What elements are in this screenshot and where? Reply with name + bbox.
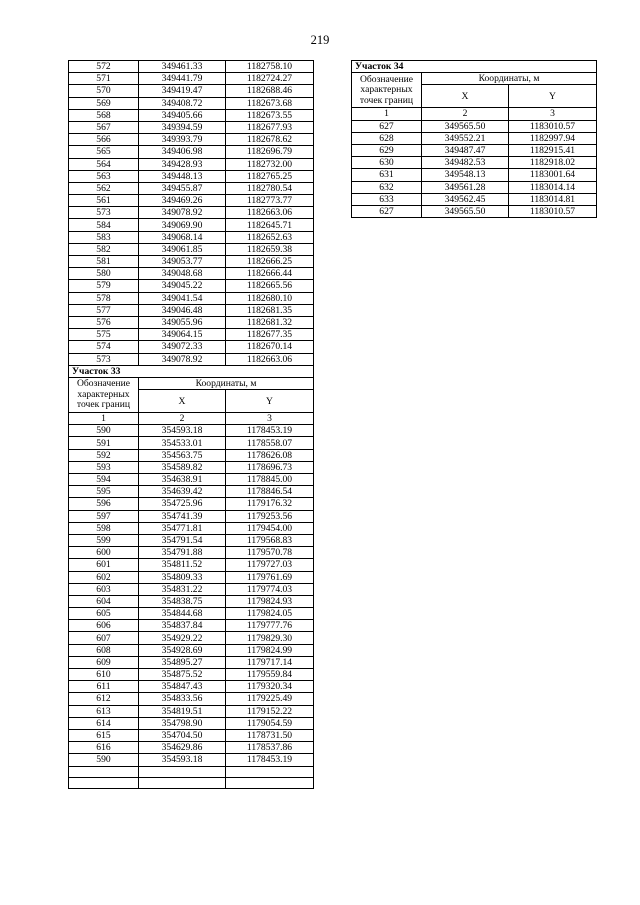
y-value: 1183010.57 bbox=[509, 205, 597, 217]
point-number: 591 bbox=[69, 437, 139, 449]
table-row bbox=[352, 144, 597, 156]
point-number: 570 bbox=[69, 85, 139, 97]
table-row bbox=[69, 717, 314, 729]
table-row bbox=[69, 219, 314, 231]
x-header: X bbox=[422, 85, 509, 108]
x-value: 349448.13 bbox=[139, 170, 226, 182]
section-title: Участок 34 bbox=[352, 61, 597, 73]
y-value: 1182663.06 bbox=[226, 353, 314, 365]
page-number: 219 bbox=[310, 33, 330, 47]
table-row bbox=[69, 534, 314, 546]
x-value: 354704.50 bbox=[139, 729, 226, 741]
point-number: 580 bbox=[69, 268, 139, 280]
y-value: 1178846.54 bbox=[226, 486, 314, 498]
table-row bbox=[69, 705, 314, 717]
point-number: 561 bbox=[69, 195, 139, 207]
table-row bbox=[69, 669, 314, 681]
table-row bbox=[69, 97, 314, 109]
table-row bbox=[69, 498, 314, 510]
x-value: 349408.72 bbox=[139, 97, 226, 109]
y-value: 1182688.46 bbox=[226, 85, 314, 97]
y-value: 1179054.59 bbox=[226, 717, 314, 729]
y-value: 1179568.83 bbox=[226, 534, 314, 546]
column-number-1: 1 bbox=[352, 108, 422, 120]
y-value: 1183014.81 bbox=[509, 193, 597, 205]
point-number: 632 bbox=[352, 181, 422, 193]
point-number: 583 bbox=[69, 231, 139, 243]
point-number: 566 bbox=[69, 134, 139, 146]
x-header: X bbox=[139, 390, 226, 413]
y-value: 1179824.99 bbox=[226, 644, 314, 656]
x-value: 349552.21 bbox=[422, 132, 509, 144]
table-row bbox=[69, 195, 314, 207]
x-value: 349068.14 bbox=[139, 231, 226, 243]
point-number: 602 bbox=[69, 571, 139, 583]
table-row bbox=[69, 231, 314, 243]
x-value: 354741.39 bbox=[139, 510, 226, 522]
y-value: 1178453.19 bbox=[226, 754, 314, 766]
point-number: 630 bbox=[352, 157, 422, 169]
point-number: 581 bbox=[69, 256, 139, 268]
table-row bbox=[69, 510, 314, 522]
point-number: 615 bbox=[69, 729, 139, 741]
empty-cell bbox=[139, 766, 226, 777]
y-value: 1179570.78 bbox=[226, 547, 314, 559]
y-value: 1182765.25 bbox=[226, 170, 314, 182]
y-value: 1179824.05 bbox=[226, 608, 314, 620]
table-row bbox=[69, 449, 314, 461]
y-value: 1182670.14 bbox=[226, 341, 314, 353]
point-number: 572 bbox=[69, 61, 139, 73]
y-value: 1178537.86 bbox=[226, 742, 314, 754]
x-value: 354811.52 bbox=[139, 559, 226, 571]
y-value: 1182677.93 bbox=[226, 121, 314, 133]
table-row bbox=[69, 134, 314, 146]
point-number: 582 bbox=[69, 243, 139, 255]
y-value: 1179761.69 bbox=[226, 571, 314, 583]
y-value: 1182997.94 bbox=[509, 132, 597, 144]
table-row bbox=[69, 754, 314, 766]
y-value: 1183010.57 bbox=[509, 120, 597, 132]
point-number: 594 bbox=[69, 474, 139, 486]
table-row bbox=[69, 595, 314, 607]
continued-rows bbox=[69, 61, 314, 366]
table-row bbox=[69, 608, 314, 620]
x-value: 349469.26 bbox=[139, 195, 226, 207]
point-number: 597 bbox=[69, 510, 139, 522]
x-value: 354798.90 bbox=[139, 717, 226, 729]
x-value: 354771.81 bbox=[139, 522, 226, 534]
table-row bbox=[69, 61, 314, 73]
column-number-2: 2 bbox=[139, 413, 226, 425]
x-value: 349061.85 bbox=[139, 243, 226, 255]
section-33-header bbox=[69, 365, 314, 425]
x-value: 354638.91 bbox=[139, 474, 226, 486]
point-number: 604 bbox=[69, 595, 139, 607]
empty-cell bbox=[139, 777, 226, 788]
x-value: 354629.86 bbox=[139, 742, 226, 754]
x-value: 354838.75 bbox=[139, 595, 226, 607]
point-number: 595 bbox=[69, 486, 139, 498]
point-number: 633 bbox=[352, 193, 422, 205]
table-row bbox=[352, 157, 597, 169]
y-value: 1182645.71 bbox=[226, 219, 314, 231]
table-row bbox=[69, 571, 314, 583]
point-number: 565 bbox=[69, 146, 139, 158]
point-number: 567 bbox=[69, 121, 139, 133]
y-value: 1179320.34 bbox=[226, 681, 314, 693]
points-designation-header: Обозначение характерных точек границ bbox=[352, 73, 422, 108]
x-value: 349048.68 bbox=[139, 268, 226, 280]
point-number: 628 bbox=[352, 132, 422, 144]
table-row bbox=[69, 742, 314, 754]
y-value: 1179176.32 bbox=[226, 498, 314, 510]
table-row bbox=[69, 693, 314, 705]
table-row bbox=[69, 620, 314, 632]
point-number: 590 bbox=[69, 754, 139, 766]
table-row bbox=[352, 132, 597, 144]
point-number: 599 bbox=[69, 534, 139, 546]
empty-cell bbox=[69, 766, 139, 777]
x-value: 349045.22 bbox=[139, 280, 226, 292]
y-value: 1179454.00 bbox=[226, 522, 314, 534]
table-row bbox=[69, 632, 314, 644]
x-value: 354791.88 bbox=[139, 547, 226, 559]
point-number: 631 bbox=[352, 169, 422, 181]
table-row bbox=[69, 474, 314, 486]
point-number: 600 bbox=[69, 547, 139, 559]
point-number: 609 bbox=[69, 656, 139, 668]
point-number: 598 bbox=[69, 522, 139, 534]
y-value: 1178696.73 bbox=[226, 461, 314, 473]
point-number: 611 bbox=[69, 681, 139, 693]
x-value: 349069.90 bbox=[139, 219, 226, 231]
x-value: 349562.45 bbox=[422, 193, 509, 205]
y-value: 1182678.62 bbox=[226, 134, 314, 146]
x-value: 354593.18 bbox=[139, 425, 226, 437]
y-value: 1182663.06 bbox=[226, 207, 314, 219]
x-value: 349455.87 bbox=[139, 182, 226, 194]
table-row bbox=[69, 316, 314, 328]
table-row bbox=[69, 353, 314, 365]
table-row bbox=[69, 644, 314, 656]
y-value: 1178558.07 bbox=[226, 437, 314, 449]
point-number: 562 bbox=[69, 182, 139, 194]
coordinates-table-right bbox=[351, 60, 597, 218]
table-row bbox=[69, 182, 314, 194]
table-row bbox=[69, 170, 314, 182]
section-title: Участок 33 bbox=[69, 365, 314, 377]
column-number-2: 2 bbox=[422, 108, 509, 120]
y-value: 1182681.32 bbox=[226, 316, 314, 328]
x-value: 354837.84 bbox=[139, 620, 226, 632]
x-value: 349561.28 bbox=[422, 181, 509, 193]
y-header: Y bbox=[226, 390, 314, 413]
x-value: 349046.48 bbox=[139, 304, 226, 316]
point-number: 629 bbox=[352, 144, 422, 156]
coordinates-table-left bbox=[68, 60, 314, 789]
point-number: 573 bbox=[69, 207, 139, 219]
table-row bbox=[69, 146, 314, 158]
point-number: 608 bbox=[69, 644, 139, 656]
table-row bbox=[69, 85, 314, 97]
y-value: 1182780.54 bbox=[226, 182, 314, 194]
x-value: 354791.54 bbox=[139, 534, 226, 546]
x-value: 354875.52 bbox=[139, 669, 226, 681]
point-number: 577 bbox=[69, 304, 139, 316]
y-value: 1183014.14 bbox=[509, 181, 597, 193]
x-value: 354929.22 bbox=[139, 632, 226, 644]
point-number: 613 bbox=[69, 705, 139, 717]
y-value: 1179253.56 bbox=[226, 510, 314, 522]
x-value: 354639.42 bbox=[139, 486, 226, 498]
y-value: 1182681.35 bbox=[226, 304, 314, 316]
y-value: 1182652.63 bbox=[226, 231, 314, 243]
point-number: 603 bbox=[69, 583, 139, 595]
x-value: 354895.27 bbox=[139, 656, 226, 668]
table-row bbox=[69, 73, 314, 85]
y-value: 1179225.49 bbox=[226, 693, 314, 705]
coordinates-header: Координаты, м bbox=[139, 377, 314, 389]
x-value: 354928.69 bbox=[139, 644, 226, 656]
y-value: 1178845.00 bbox=[226, 474, 314, 486]
y-value: 1182673.68 bbox=[226, 97, 314, 109]
y-value: 1182773.77 bbox=[226, 195, 314, 207]
table-row bbox=[69, 304, 314, 316]
x-value: 349064.15 bbox=[139, 329, 226, 341]
y-value: 1179777.76 bbox=[226, 620, 314, 632]
y-value: 1182666.25 bbox=[226, 256, 314, 268]
empty-cell bbox=[226, 777, 314, 788]
point-number: 593 bbox=[69, 461, 139, 473]
table-row bbox=[69, 437, 314, 449]
y-value: 1182732.00 bbox=[226, 158, 314, 170]
table-row bbox=[69, 547, 314, 559]
table-row bbox=[69, 425, 314, 437]
point-number: 571 bbox=[69, 73, 139, 85]
table-row bbox=[69, 729, 314, 741]
x-value: 354809.33 bbox=[139, 571, 226, 583]
y-value: 1182696.79 bbox=[226, 146, 314, 158]
point-number: 575 bbox=[69, 329, 139, 341]
table-row bbox=[69, 681, 314, 693]
x-value: 349406.98 bbox=[139, 146, 226, 158]
table-row bbox=[69, 121, 314, 133]
section-34-header bbox=[352, 61, 597, 121]
point-number: 607 bbox=[69, 632, 139, 644]
point-number: 573 bbox=[69, 353, 139, 365]
y-value: 1182665.56 bbox=[226, 280, 314, 292]
point-number: 614 bbox=[69, 717, 139, 729]
x-value: 354589.82 bbox=[139, 461, 226, 473]
point-number: 576 bbox=[69, 316, 139, 328]
x-value: 354563.75 bbox=[139, 449, 226, 461]
y-value: 1178626.08 bbox=[226, 449, 314, 461]
table-row bbox=[69, 256, 314, 268]
table-row bbox=[69, 268, 314, 280]
y-value: 1179717.14 bbox=[226, 656, 314, 668]
x-value: 349419.47 bbox=[139, 85, 226, 97]
y-value: 1182666.44 bbox=[226, 268, 314, 280]
table-row bbox=[69, 292, 314, 304]
x-value: 349441.79 bbox=[139, 73, 226, 85]
table-row bbox=[352, 181, 597, 193]
table-row bbox=[69, 559, 314, 571]
point-number: 592 bbox=[69, 449, 139, 461]
x-value: 349393.79 bbox=[139, 134, 226, 146]
empty-cell bbox=[226, 766, 314, 777]
table-row bbox=[352, 120, 597, 132]
x-value: 349053.77 bbox=[139, 256, 226, 268]
y-header: Y bbox=[509, 85, 597, 108]
section-34-rows bbox=[352, 120, 597, 218]
point-number: 627 bbox=[352, 205, 422, 217]
x-value: 349565.50 bbox=[422, 205, 509, 217]
x-value: 349482.53 bbox=[422, 157, 509, 169]
x-value: 349461.33 bbox=[139, 61, 226, 73]
point-number: 610 bbox=[69, 669, 139, 681]
y-value: 1182915.41 bbox=[509, 144, 597, 156]
y-value: 1178453.19 bbox=[226, 425, 314, 437]
x-value: 349548.13 bbox=[422, 169, 509, 181]
empty-cell bbox=[69, 777, 139, 788]
point-number: 563 bbox=[69, 170, 139, 182]
table-row bbox=[69, 583, 314, 595]
y-value: 1182677.35 bbox=[226, 329, 314, 341]
x-value: 349428.93 bbox=[139, 158, 226, 170]
point-number: 574 bbox=[69, 341, 139, 353]
table-row bbox=[69, 243, 314, 255]
coordinates-header: Координаты, м bbox=[422, 73, 597, 85]
x-value: 354847.43 bbox=[139, 681, 226, 693]
y-value: 1183001.64 bbox=[509, 169, 597, 181]
y-value: 1182758.10 bbox=[226, 61, 314, 73]
x-value: 349394.59 bbox=[139, 121, 226, 133]
table-row bbox=[69, 461, 314, 473]
table-row bbox=[69, 486, 314, 498]
column-number-1: 1 bbox=[69, 413, 139, 425]
point-number: 616 bbox=[69, 742, 139, 754]
y-value: 1179727.03 bbox=[226, 559, 314, 571]
point-number: 605 bbox=[69, 608, 139, 620]
y-value: 1179559.84 bbox=[226, 669, 314, 681]
table-row bbox=[69, 341, 314, 353]
y-value: 1182724.27 bbox=[226, 73, 314, 85]
point-number: 590 bbox=[69, 425, 139, 437]
table-row bbox=[69, 656, 314, 668]
x-value: 354593.18 bbox=[139, 754, 226, 766]
table-row bbox=[69, 207, 314, 219]
table-row bbox=[69, 158, 314, 170]
x-value: 349041.54 bbox=[139, 292, 226, 304]
point-number: 606 bbox=[69, 620, 139, 632]
point-number: 627 bbox=[352, 120, 422, 132]
y-value: 1179829.30 bbox=[226, 632, 314, 644]
table-row bbox=[69, 329, 314, 341]
y-value: 1182673.55 bbox=[226, 109, 314, 121]
point-number: 579 bbox=[69, 280, 139, 292]
y-value: 1182659.38 bbox=[226, 243, 314, 255]
table-row bbox=[69, 280, 314, 292]
empty-rows bbox=[69, 766, 314, 788]
x-value: 354725.96 bbox=[139, 498, 226, 510]
y-value: 1179152.22 bbox=[226, 705, 314, 717]
point-number: 601 bbox=[69, 559, 139, 571]
table-row bbox=[352, 193, 597, 205]
point-number: 564 bbox=[69, 158, 139, 170]
y-value: 1182680.10 bbox=[226, 292, 314, 304]
point-number: 584 bbox=[69, 219, 139, 231]
y-value: 1179774.03 bbox=[226, 583, 314, 595]
x-value: 349078.92 bbox=[139, 207, 226, 219]
point-number: 568 bbox=[69, 109, 139, 121]
column-number-3: 3 bbox=[226, 413, 314, 425]
x-value: 349072.33 bbox=[139, 341, 226, 353]
y-value: 1179824.93 bbox=[226, 595, 314, 607]
point-number: 578 bbox=[69, 292, 139, 304]
point-number: 612 bbox=[69, 693, 139, 705]
points-designation-header: Обозначение характерных точек границ bbox=[69, 377, 139, 412]
x-value: 354844.68 bbox=[139, 608, 226, 620]
x-value: 354831.22 bbox=[139, 583, 226, 595]
x-value: 349565.50 bbox=[422, 120, 509, 132]
y-value: 1182918.02 bbox=[509, 157, 597, 169]
x-value: 349078.92 bbox=[139, 353, 226, 365]
x-value: 354819.51 bbox=[139, 705, 226, 717]
table-row bbox=[352, 169, 597, 181]
x-value: 349405.66 bbox=[139, 109, 226, 121]
x-value: 349487.47 bbox=[422, 144, 509, 156]
point-number: 569 bbox=[69, 97, 139, 109]
x-value: 354833.56 bbox=[139, 693, 226, 705]
table-row bbox=[69, 522, 314, 534]
column-number-3: 3 bbox=[509, 108, 597, 120]
y-value: 1178731.50 bbox=[226, 729, 314, 741]
x-value: 349055.96 bbox=[139, 316, 226, 328]
section-33-rows bbox=[69, 425, 314, 766]
point-number: 596 bbox=[69, 498, 139, 510]
x-value: 354533.01 bbox=[139, 437, 226, 449]
table-row bbox=[352, 205, 597, 217]
table-row bbox=[69, 109, 314, 121]
